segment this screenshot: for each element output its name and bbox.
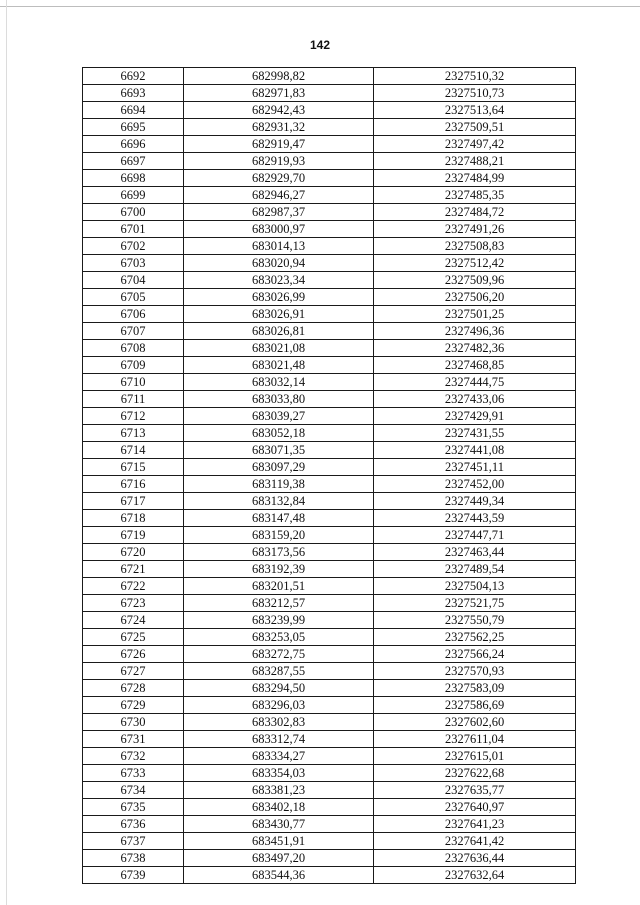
y-coordinate-cell: 2327513,64 bbox=[374, 102, 576, 119]
y-coordinate-cell: 2327496,36 bbox=[374, 323, 576, 340]
y-coordinate-cell: 2327632,64 bbox=[374, 867, 576, 884]
table-row bbox=[83, 306, 576, 323]
point-number-cell: 6719 bbox=[83, 527, 184, 544]
y-coordinate-cell: 2327441,08 bbox=[374, 442, 576, 459]
y-coordinate-cell: 2327506,20 bbox=[374, 289, 576, 306]
point-number-cell: 6712 bbox=[83, 408, 184, 425]
x-coordinate-cell: 683014,13 bbox=[184, 238, 374, 255]
table-row bbox=[83, 255, 576, 272]
table-row bbox=[83, 612, 576, 629]
table-row bbox=[83, 731, 576, 748]
y-coordinate-cell: 2327566,24 bbox=[374, 646, 576, 663]
y-coordinate-cell: 2327512,42 bbox=[374, 255, 576, 272]
y-coordinate-cell: 2327521,75 bbox=[374, 595, 576, 612]
point-number-cell: 6725 bbox=[83, 629, 184, 646]
x-coordinate-cell: 682998,82 bbox=[184, 68, 374, 85]
table-row bbox=[83, 170, 576, 187]
x-coordinate-cell: 683026,99 bbox=[184, 289, 374, 306]
x-coordinate-cell: 683071,35 bbox=[184, 442, 374, 459]
point-number-cell: 6716 bbox=[83, 476, 184, 493]
y-coordinate-cell: 2327491,26 bbox=[374, 221, 576, 238]
table-row bbox=[83, 153, 576, 170]
table-row bbox=[83, 459, 576, 476]
point-number-cell: 6713 bbox=[83, 425, 184, 442]
point-number-cell: 6728 bbox=[83, 680, 184, 697]
point-number-cell: 6694 bbox=[83, 102, 184, 119]
coordinates-table bbox=[82, 67, 576, 884]
y-coordinate-cell: 2327429,91 bbox=[374, 408, 576, 425]
page-number: 142 bbox=[309, 38, 331, 52]
x-coordinate-cell: 683119,38 bbox=[184, 476, 374, 493]
x-coordinate-cell: 683039,27 bbox=[184, 408, 374, 425]
table-row bbox=[83, 663, 576, 680]
y-coordinate-cell: 2327570,93 bbox=[374, 663, 576, 680]
x-coordinate-cell: 683381,23 bbox=[184, 782, 374, 799]
x-coordinate-cell: 683021,08 bbox=[184, 340, 374, 357]
point-number-cell: 6705 bbox=[83, 289, 184, 306]
point-number-cell: 6729 bbox=[83, 697, 184, 714]
table-row bbox=[83, 221, 576, 238]
point-number-cell: 6718 bbox=[83, 510, 184, 527]
y-coordinate-cell: 2327468,85 bbox=[374, 357, 576, 374]
table-row bbox=[83, 187, 576, 204]
point-number-cell: 6698 bbox=[83, 170, 184, 187]
x-coordinate-cell: 683294,50 bbox=[184, 680, 374, 697]
x-coordinate-cell: 683021,48 bbox=[184, 357, 374, 374]
x-coordinate-cell: 683497,20 bbox=[184, 850, 374, 867]
x-coordinate-cell: 683032,14 bbox=[184, 374, 374, 391]
table-row bbox=[83, 204, 576, 221]
table-row bbox=[83, 493, 576, 510]
scan-edge-left bbox=[6, 0, 7, 905]
point-number-cell: 6711 bbox=[83, 391, 184, 408]
y-coordinate-cell: 2327510,32 bbox=[374, 68, 576, 85]
point-number-cell: 6736 bbox=[83, 816, 184, 833]
y-coordinate-cell: 2327447,71 bbox=[374, 527, 576, 544]
x-coordinate-cell: 683026,91 bbox=[184, 306, 374, 323]
y-coordinate-cell: 2327485,35 bbox=[374, 187, 576, 204]
point-number-cell: 6701 bbox=[83, 221, 184, 238]
x-coordinate-cell: 683287,55 bbox=[184, 663, 374, 680]
point-number-cell: 6731 bbox=[83, 731, 184, 748]
point-number-cell: 6693 bbox=[83, 85, 184, 102]
y-coordinate-cell: 2327622,68 bbox=[374, 765, 576, 782]
table-row bbox=[83, 867, 576, 884]
point-number-cell: 6723 bbox=[83, 595, 184, 612]
point-number-cell: 6739 bbox=[83, 867, 184, 884]
table-row bbox=[83, 850, 576, 867]
table-row bbox=[83, 714, 576, 731]
table-row bbox=[83, 425, 576, 442]
y-coordinate-cell: 2327611,04 bbox=[374, 731, 576, 748]
table-row bbox=[83, 510, 576, 527]
y-coordinate-cell: 2327583,09 bbox=[374, 680, 576, 697]
table-row bbox=[83, 272, 576, 289]
y-coordinate-cell: 2327641,42 bbox=[374, 833, 576, 850]
y-coordinate-cell: 2327509,96 bbox=[374, 272, 576, 289]
point-number-cell: 6721 bbox=[83, 561, 184, 578]
x-coordinate-cell: 683201,51 bbox=[184, 578, 374, 595]
table-row bbox=[83, 238, 576, 255]
x-coordinate-cell: 683354,03 bbox=[184, 765, 374, 782]
table-row bbox=[83, 102, 576, 119]
x-coordinate-cell: 683192,39 bbox=[184, 561, 374, 578]
point-number-cell: 6697 bbox=[83, 153, 184, 170]
x-coordinate-cell: 683302,83 bbox=[184, 714, 374, 731]
y-coordinate-cell: 2327510,73 bbox=[374, 85, 576, 102]
y-coordinate-cell: 2327497,42 bbox=[374, 136, 576, 153]
y-coordinate-cell: 2327640,97 bbox=[374, 799, 576, 816]
point-number-cell: 6727 bbox=[83, 663, 184, 680]
y-coordinate-cell: 2327431,55 bbox=[374, 425, 576, 442]
table-row bbox=[83, 408, 576, 425]
point-number-cell: 6714 bbox=[83, 442, 184, 459]
table-row bbox=[83, 527, 576, 544]
x-coordinate-cell: 683159,20 bbox=[184, 527, 374, 544]
x-coordinate-cell: 683023,34 bbox=[184, 272, 374, 289]
y-coordinate-cell: 2327484,72 bbox=[374, 204, 576, 221]
x-coordinate-cell: 682987,37 bbox=[184, 204, 374, 221]
y-coordinate-cell: 2327562,25 bbox=[374, 629, 576, 646]
x-coordinate-cell: 683173,56 bbox=[184, 544, 374, 561]
table-row bbox=[83, 799, 576, 816]
point-number-cell: 6733 bbox=[83, 765, 184, 782]
table-row bbox=[83, 646, 576, 663]
table-row bbox=[83, 561, 576, 578]
point-number-cell: 6695 bbox=[83, 119, 184, 136]
point-number-cell: 6715 bbox=[83, 459, 184, 476]
y-coordinate-cell: 2327508,83 bbox=[374, 238, 576, 255]
point-number-cell: 6717 bbox=[83, 493, 184, 510]
table-row bbox=[83, 833, 576, 850]
x-coordinate-cell: 683544,36 bbox=[184, 867, 374, 884]
x-coordinate-cell: 682931,32 bbox=[184, 119, 374, 136]
point-number-cell: 6702 bbox=[83, 238, 184, 255]
x-coordinate-cell: 682942,43 bbox=[184, 102, 374, 119]
point-number-cell: 6696 bbox=[83, 136, 184, 153]
point-number-cell: 6707 bbox=[83, 323, 184, 340]
table-row bbox=[83, 136, 576, 153]
table-row bbox=[83, 374, 576, 391]
table-row bbox=[83, 680, 576, 697]
y-coordinate-cell: 2327488,21 bbox=[374, 153, 576, 170]
point-number-cell: 6724 bbox=[83, 612, 184, 629]
table-row bbox=[83, 816, 576, 833]
table-row bbox=[83, 629, 576, 646]
x-coordinate-cell: 683147,48 bbox=[184, 510, 374, 527]
point-number-cell: 6699 bbox=[83, 187, 184, 204]
x-coordinate-cell: 683272,75 bbox=[184, 646, 374, 663]
x-coordinate-cell: 683334,27 bbox=[184, 748, 374, 765]
table-row bbox=[83, 544, 576, 561]
table-row bbox=[83, 391, 576, 408]
y-coordinate-cell: 2327509,51 bbox=[374, 119, 576, 136]
x-coordinate-cell: 683132,84 bbox=[184, 493, 374, 510]
table-row bbox=[83, 782, 576, 799]
point-number-cell: 6735 bbox=[83, 799, 184, 816]
point-number-cell: 6706 bbox=[83, 306, 184, 323]
point-number-cell: 6692 bbox=[83, 68, 184, 85]
table-row bbox=[83, 323, 576, 340]
y-coordinate-cell: 2327451,11 bbox=[374, 459, 576, 476]
point-number-cell: 6732 bbox=[83, 748, 184, 765]
point-number-cell: 6708 bbox=[83, 340, 184, 357]
x-coordinate-cell: 683296,03 bbox=[184, 697, 374, 714]
x-coordinate-cell: 683020,94 bbox=[184, 255, 374, 272]
table-row bbox=[83, 595, 576, 612]
x-coordinate-cell: 682929,70 bbox=[184, 170, 374, 187]
y-coordinate-cell: 2327550,79 bbox=[374, 612, 576, 629]
x-coordinate-cell: 682919,47 bbox=[184, 136, 374, 153]
y-coordinate-cell: 2327586,69 bbox=[374, 697, 576, 714]
y-coordinate-cell: 2327463,44 bbox=[374, 544, 576, 561]
x-coordinate-cell: 683033,80 bbox=[184, 391, 374, 408]
table-row bbox=[83, 442, 576, 459]
y-coordinate-cell: 2327443,59 bbox=[374, 510, 576, 527]
point-number-cell: 6737 bbox=[83, 833, 184, 850]
table-row bbox=[83, 357, 576, 374]
table-row bbox=[83, 85, 576, 102]
scan-edge-top bbox=[0, 6, 640, 7]
x-coordinate-cell: 683097,29 bbox=[184, 459, 374, 476]
x-coordinate-cell: 683000,97 bbox=[184, 221, 374, 238]
table-row bbox=[83, 119, 576, 136]
table-row bbox=[83, 697, 576, 714]
x-coordinate-cell: 682919,93 bbox=[184, 153, 374, 170]
y-coordinate-cell: 2327615,01 bbox=[374, 748, 576, 765]
y-coordinate-cell: 2327501,25 bbox=[374, 306, 576, 323]
y-coordinate-cell: 2327489,54 bbox=[374, 561, 576, 578]
y-coordinate-cell: 2327433,06 bbox=[374, 391, 576, 408]
point-number-cell: 6720 bbox=[83, 544, 184, 561]
point-number-cell: 6710 bbox=[83, 374, 184, 391]
x-coordinate-cell: 683451,91 bbox=[184, 833, 374, 850]
point-number-cell: 6730 bbox=[83, 714, 184, 731]
y-coordinate-cell: 2327602,60 bbox=[374, 714, 576, 731]
y-coordinate-cell: 2327444,75 bbox=[374, 374, 576, 391]
x-coordinate-cell: 682971,83 bbox=[184, 85, 374, 102]
y-coordinate-cell: 2327641,23 bbox=[374, 816, 576, 833]
x-coordinate-cell: 683026,81 bbox=[184, 323, 374, 340]
x-coordinate-cell: 682946,27 bbox=[184, 187, 374, 204]
x-coordinate-cell: 683052,18 bbox=[184, 425, 374, 442]
point-number-cell: 6726 bbox=[83, 646, 184, 663]
table-row bbox=[83, 765, 576, 782]
table-row bbox=[83, 68, 576, 85]
table-row bbox=[83, 476, 576, 493]
table-row bbox=[83, 748, 576, 765]
point-number-cell: 6704 bbox=[83, 272, 184, 289]
point-number-cell: 6703 bbox=[83, 255, 184, 272]
point-number-cell: 6734 bbox=[83, 782, 184, 799]
x-coordinate-cell: 683239,99 bbox=[184, 612, 374, 629]
point-number-cell: 6700 bbox=[83, 204, 184, 221]
x-coordinate-cell: 683430,77 bbox=[184, 816, 374, 833]
coordinates-table-body bbox=[83, 68, 576, 884]
y-coordinate-cell: 2327452,00 bbox=[374, 476, 576, 493]
y-coordinate-cell: 2327636,44 bbox=[374, 850, 576, 867]
x-coordinate-cell: 683253,05 bbox=[184, 629, 374, 646]
table-row bbox=[83, 340, 576, 357]
x-coordinate-cell: 683402,18 bbox=[184, 799, 374, 816]
point-number-cell: 6738 bbox=[83, 850, 184, 867]
y-coordinate-cell: 2327484,99 bbox=[374, 170, 576, 187]
x-coordinate-cell: 683212,57 bbox=[184, 595, 374, 612]
x-coordinate-cell: 683312,74 bbox=[184, 731, 374, 748]
y-coordinate-cell: 2327482,36 bbox=[374, 340, 576, 357]
table-row bbox=[83, 289, 576, 306]
point-number-cell: 6722 bbox=[83, 578, 184, 595]
y-coordinate-cell: 2327504,13 bbox=[374, 578, 576, 595]
table-row bbox=[83, 578, 576, 595]
y-coordinate-cell: 2327449,34 bbox=[374, 493, 576, 510]
point-number-cell: 6709 bbox=[83, 357, 184, 374]
y-coordinate-cell: 2327635,77 bbox=[374, 782, 576, 799]
